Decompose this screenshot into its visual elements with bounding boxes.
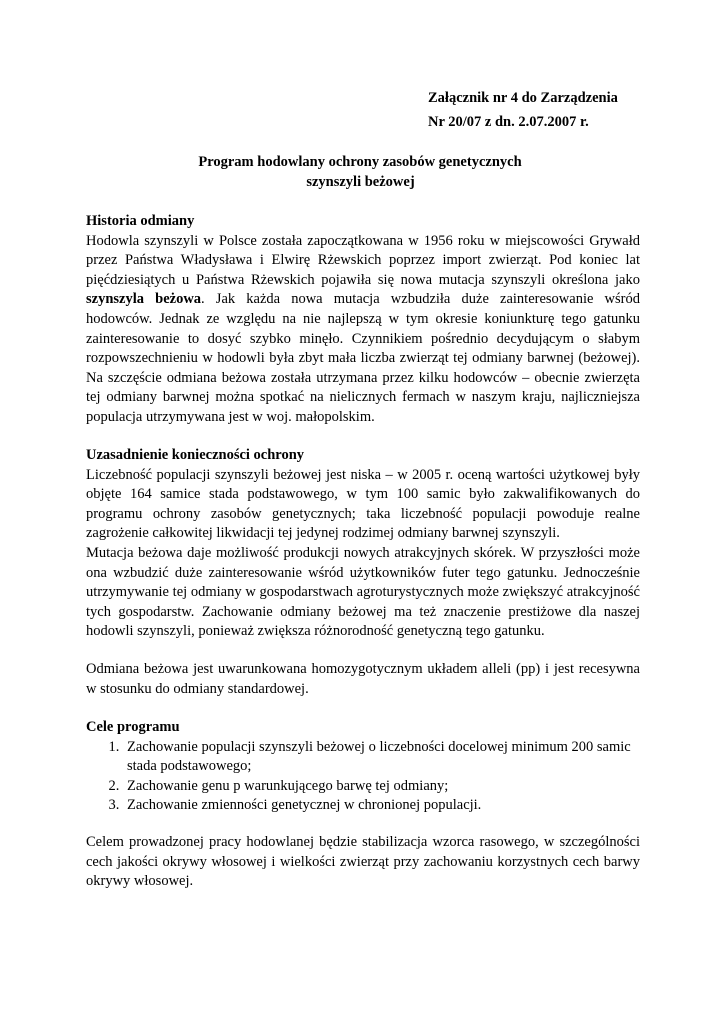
history-paragraph: [86, 232, 640, 428]
history-text-after: . Jak każda nowa mutacja wzbudziła duże zainteresowanie wśród hodowców. Jednak ze względu na nie najlepszą w tym okresie koniunkturę tego gatunku zainteresowanie to dosyć szybko minęło. Czynnikiem pośrednio decydującym o słabym rozpowszechnieniu w hodowli była zbyt mała liczba zwierząt tej odmiany barwnej (beżowej). Na szczęście odmiana beżowa została utrzymana przez kilku hodowców – obecnie zwierzęta tej odmiany barwnej można spotkać na nielicznych fermach w naszym kraju, najliczniejsza populacja utrzymywana jest w woj. małopolskim.: [86, 291, 640, 425]
history-text-before: Hodowla szynszyli w Polsce została zapoczątkowana w 1956 roku w miejscowości Grywałd przez Państwa Władysława i Elwirę Rżewskich poprzez import zwierząt. Pod koniec lat pięćdziesiątych u Państwa Rżewskich pojawiła się nowa mutacja szynszyli określona jako: [86, 232, 640, 288]
goals-heading: Cele programu: [86, 719, 180, 735]
justification-paragraph-2: Mutacja beżowa daje możliwość produkcji nowych atrakcyjnych skórek. W przyszłości może ona wzbudzić duże zainteresowanie wśród użytkowników futer tego gatunku. Jednocześnie utrzymywanie tej odmiany w gospodarstwach agroturystycznych może zwiększyć atrakcyjność tych gospodarstw. Zachowanie odmiany beżowej ma też znaczenie prestiżowe dla naszej hodowli szynszyli, ponieważ zwiększa różnorodność genetyczną tego gatunku.: [86, 544, 640, 640]
justification-paragraph-1: Liczebność populacji szynszyli beżowej jest niska – w 2005 r. oceną wartości użytkowej były objęte 164 samice stada podstawowego, w tym 100 samic było zakwalifikowanych do programu ochrony zasobów genetycznych; taka liczebność populacji powoduje realne zagrożenie całkowitej likwidacji tej jedynej rodzimej odmiany barwnej szynszyli.: [86, 466, 640, 542]
title-line-1: Program hodowlany ochrony zasobów genetycznych: [198, 154, 522, 170]
section-genetics: [86, 660, 640, 699]
title-line-2: szynszyli beżowej: [306, 174, 415, 190]
section-aim: [86, 833, 640, 892]
goals-list: [86, 738, 640, 816]
justification-heading: Uzasadnienie konieczności ochrony: [86, 447, 305, 463]
aim-paragraph: Celem prowadzonej pracy hodowlanej będzie stabilizacja wzorca rasowego, w szczególności cech jakości okrywy włosowej i wielkości zwierząt przy zachowaniu korzystnych cech barwy okrywy włosowej.: [86, 834, 640, 890]
section-goals: [86, 718, 640, 816]
history-bold-term: szynszyla beżowa: [86, 291, 202, 308]
section-history: [86, 212, 640, 428]
annex-line-2: Nr 20/07 z dn. 2.07.2007 r.: [428, 114, 589, 130]
goal-item: 1. Zachowanie populacji szynszyli beżowej o liczebności docelowej minimum 200 samic stada podstawowego;: [123, 738, 640, 777]
annex-header: [428, 86, 618, 134]
goal-item: 3. Zachowanie zmienności genetycznej w chronionej populacji.: [123, 796, 640, 816]
annex-line-1: Załącznik nr 4 do Zarządzenia: [428, 90, 618, 106]
section-justification: [86, 446, 640, 642]
history-heading: Historia odmiany: [86, 213, 195, 229]
genetics-paragraph: Odmiana beżowa jest uwarunkowana homozygotycznym układem alleli (pp) i jest recesywna w stosunku do odmiany standardowej.: [86, 661, 640, 697]
document-title: [86, 152, 634, 192]
goal-item: 2. Zachowanie genu p warunkującego barwę tej odmiany;: [123, 777, 640, 797]
